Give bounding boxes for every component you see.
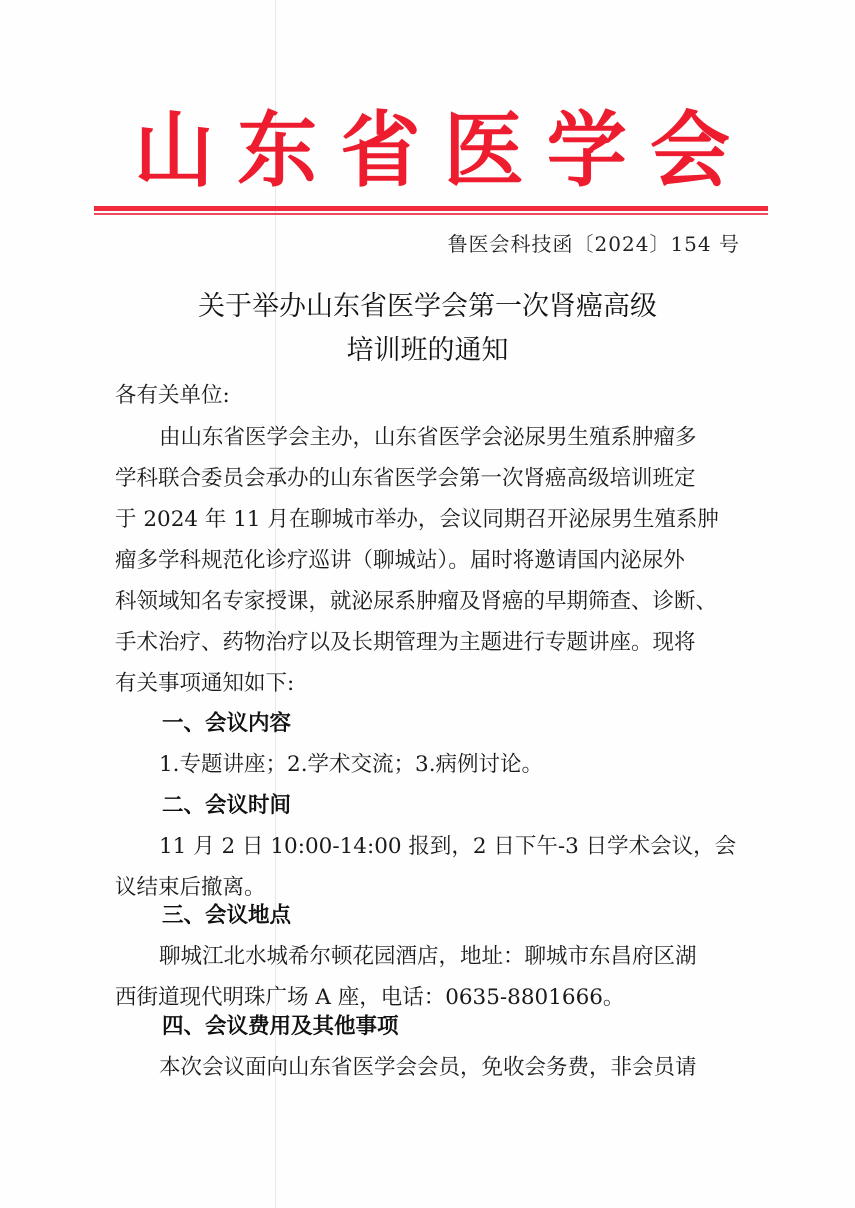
paragraph-line: 本次会议面向山东省医学会会员，免收会务费，非会员请 xyxy=(159,1055,697,1080)
letterhead-masthead xyxy=(94,100,768,200)
letterhead-rule-thin xyxy=(94,213,768,215)
paragraph-line: 由山东省医学会主办，山东省医学会泌尿男生殖系肿瘤多 xyxy=(159,425,697,450)
paragraph-line: 科领域知名专家授课，就泌尿系肿瘤及肾癌的早期筛查、诊断、 xyxy=(115,589,718,614)
section-content-body xyxy=(115,744,767,785)
masthead-char: 医 xyxy=(443,102,524,198)
paragraph-line: 于 2024 年 11 月在聊城市举办，会议同期召开泌尿男生殖系肿 xyxy=(115,507,719,532)
paragraph-line: 11 月 2 日 10:00-14:00 报到，2 日下午-3 日学术会议，会 xyxy=(159,834,737,859)
document-number: 鲁医会科技函〔2024〕154 号 xyxy=(447,232,740,256)
paragraph-line: 学科联合委员会承办的山东省医学会第一次肾癌高级培训班定 xyxy=(115,466,696,491)
paragraph-line: 1.专题讲座；2.学术交流；3.病例讨论。 xyxy=(159,752,544,777)
salutation: 各有关单位: xyxy=(115,383,230,408)
letterhead-rule-thick xyxy=(94,206,768,211)
masthead-char: 学 xyxy=(546,102,627,198)
notice-title-line1: 关于举办山东省医学会第一次肾癌高级 xyxy=(198,291,657,322)
masthead-char: 会 xyxy=(649,102,730,198)
paragraph-line: 瘤多学科规范化诊疗巡讲（聊城站）。届时将邀请国内泌尿外 xyxy=(115,548,685,573)
paragraph-line: 手术治疗、药物治疗以及长期管理为主题进行专题讲座。现将 xyxy=(115,630,696,655)
section-heading-content: 一、会议内容 xyxy=(162,711,292,736)
masthead-char: 山 xyxy=(134,102,214,198)
paragraph-line: 聊城江北水城希尔顿花园酒店，地址：聊城市东昌府区湖 xyxy=(159,944,697,969)
intro-paragraph xyxy=(115,417,767,704)
masthead-char: 省 xyxy=(340,102,421,198)
section-heading-fees: 四、会议费用及其他事项 xyxy=(162,1014,399,1039)
paragraph-line: 西街道现代明珠广场 A 座，电话：0635-8801666。 xyxy=(115,985,625,1010)
section-fees-body xyxy=(115,1047,767,1088)
notice-title-line2: 培训班的通知 xyxy=(346,335,509,366)
masthead-char: 东 xyxy=(237,102,318,198)
section-heading-venue: 三、会议地点 xyxy=(162,903,292,928)
paragraph-line: 议结束后撤离。 xyxy=(115,875,266,900)
paragraph-line: 有关事项通知如下: xyxy=(115,671,295,696)
section-heading-time: 二、会议时间 xyxy=(162,793,292,818)
